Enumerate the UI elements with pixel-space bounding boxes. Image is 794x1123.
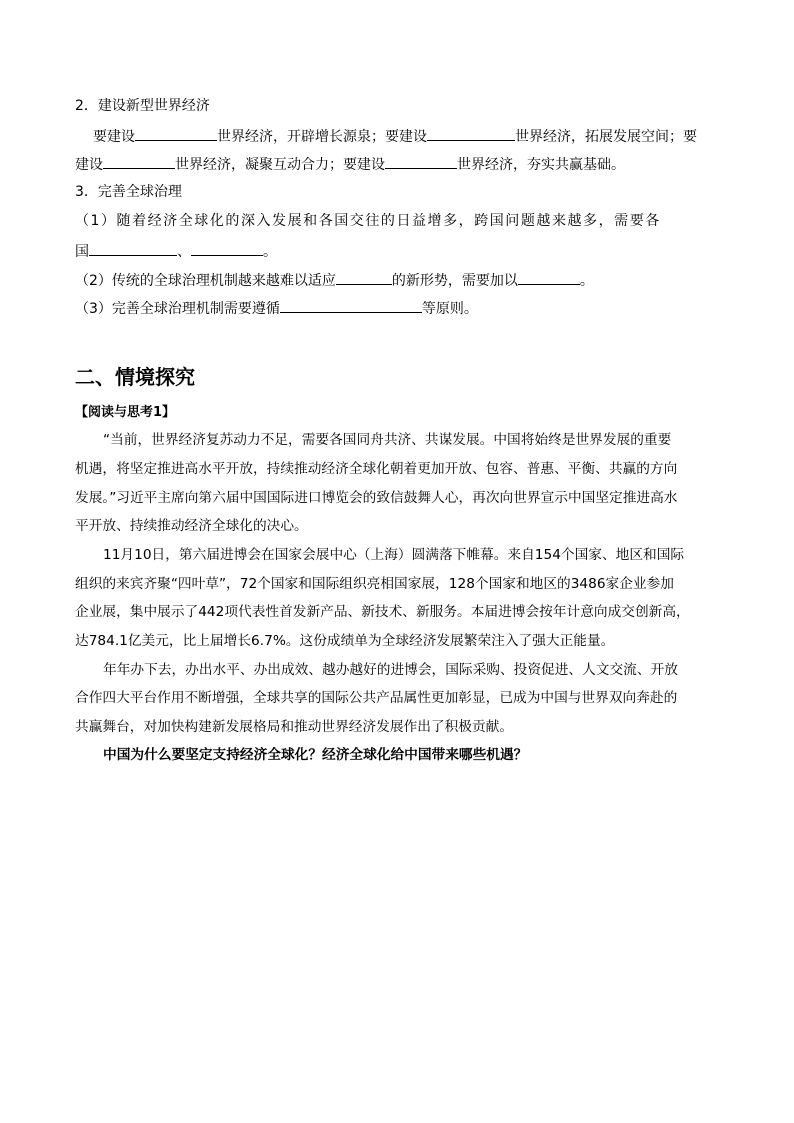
fill-blank[interactable] [135,125,217,141]
section-2-line-1 [93,125,697,147]
text-segment: 。 [263,244,277,260]
text-segment: 世界经济，开辟增长源泉；要建设 [217,129,427,145]
fill-blank[interactable] [336,269,392,285]
fill-blank[interactable] [191,240,263,256]
text-segment: 的新形势，需要加以 [391,273,518,289]
text-segment: 建设 [75,157,103,173]
text-segment: 世界经济，凝聚互动合力；要建设 [175,157,385,173]
section-3-item-2 [75,269,594,291]
section-3-item-1: （1）随着经济全球化的深入发展和各国交往的日益增多，跨国问题越来越多，需要各 [75,213,661,229]
section-3-title: 3．完善全球治理 [75,184,182,200]
para-1-line-2: 机遇，将坚定推进高水平开放，持续推动经济全球化朝着更加开放、包容、普惠、平衡、共赢的方向 [75,461,678,477]
text-segment: 世界经济，拓展发展空间；要 [515,129,697,145]
fill-blank[interactable] [427,125,515,141]
question-text: 中国为什么要坚定支持经济全球化？经济全球化给中国带来哪些机遇？ [103,747,528,763]
text-segment: （2）传统的全球治理机制越来越难以适应 [75,273,336,289]
fill-blank[interactable] [280,297,422,313]
fill-blank[interactable] [103,153,175,169]
para-1-line-3: 发展。”习近平主席向第六届中国国际进口博览会的致信鼓舞人心，再次向世界宣示中国坚定推进高水 [75,490,678,506]
text-segment: 等原则。 [421,301,478,317]
part-2-heading: 二、情境探究 [75,365,195,389]
section-3-item-1-cont [75,240,277,262]
para-1-line-1: “当前，世界经济复苏动力不足，需要各国同舟共济、共谋发展。中国将始终是世界发展的重要 [103,432,672,448]
fill-blank[interactable] [385,153,457,169]
para-2-line-3: 企业展，集中展示了442项代表性首发新产品、新技术、新服务。本届进博会按年计意向成交创新高， [75,604,690,620]
text-segment: 要建设 [93,129,135,145]
section-2-line-2 [75,153,625,175]
fill-blank[interactable] [518,269,580,285]
para-3-line-2: 合作四大平台作用不断增强，全球共享的国际公共产品属性更加彰显，已成为中国与世界双向奔赴的 [75,690,678,706]
fill-blank[interactable] [89,240,177,256]
reading-label: 【阅读与思考1】 [75,405,176,420]
text-segment: 。 [579,273,594,289]
para-3-line-1: 年年办下去，办出水平、办出成效、越办越好的进博会，国际采购、投资促进、人文交流、开放 [103,662,678,678]
para-2-line-2: 组织的来宾齐聚“四叶草”，72个国家和国际组织亮相国家展，128个国家和地区的3486家企业参加 [75,576,674,592]
text-segment: 、 [177,244,191,260]
para-3-line-3: 共赢舞台，对加快构建新发展格局和推动世界经济发展作出了积极贡献。 [75,719,514,735]
text-segment: 世界经济，夯实共赢基础。 [457,157,625,173]
section-3-item-3 [75,297,478,319]
section-2-title: 2．建设新型世界经济 [75,98,210,114]
para-2-line-4: 达784.1亿美元，比上届增长6.7%。这份成绩单为全球经济发展繁荣注入了强大正能量。 [75,633,615,649]
para-1-line-4: 平开放、持续推动经济全球化的决心。 [75,518,308,534]
text-segment: （3）完善全球治理机制需要遵循 [75,301,280,317]
para-2-line-1: 11月10日，第六届进博会在国家会展中心（上海）圆满落下帷幕。来自154个国家、地区和国际 [103,547,685,563]
text-segment: 国 [75,244,89,260]
